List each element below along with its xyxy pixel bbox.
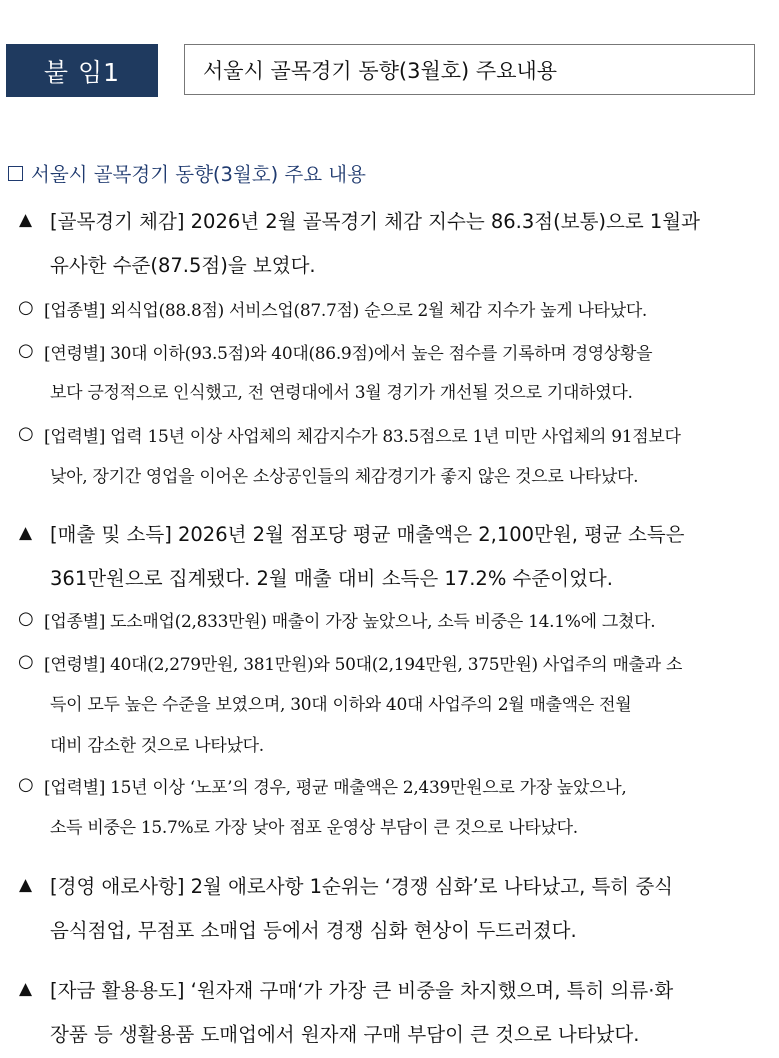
detail-line: 낮아, 장기간 영업을 이어온 소상공인들의 체감경기가 좋지 않은 것으로 나타났다. — [50, 467, 639, 487]
summary-line: [골목경기 체감] 2026년 2월 골목경기 체감 지수는 86.3점(보통)으로 1월과 — [50, 210, 700, 233]
summary-line: [자금 활용용도] ‘원자재 구매‘가 가장 큰 비중을 차지했으며, 특히 의류·화 — [50, 979, 674, 1002]
document-header — [6, 44, 757, 97]
triangle-bullet-icon: ▲ — [19, 210, 33, 230]
summary-line: 유사한 수준(87.5점)을 보였다. — [50, 254, 316, 277]
triangle-bullet-icon: ▲ — [19, 979, 33, 999]
summary-line: [매출 및 소득] 2026년 2월 점포당 평균 매출액은 2,100만원, 평균 소득은 — [50, 523, 685, 546]
summary-line: 음식점업, 무점포 소매업 등에서 경쟁 심화 현상이 두드러졌다. — [50, 919, 577, 942]
detail-line: [업종별] 도소매업(2,833만원) 매출이 가장 높았으나, 소득 비중은 14.1%에 그쳤다. — [44, 612, 656, 632]
summary-line: 장품 등 생활용품 도매업에서 원자재 구매 부담이 큰 것으로 나타났다. — [50, 1023, 640, 1046]
detail-line: 대비 감소한 것으로 나타났다. — [50, 736, 264, 756]
circle-bullet-icon: ○ — [18, 297, 34, 318]
attachment-tag: 붙 임1 — [6, 44, 158, 97]
circle-bullet-icon: ○ — [18, 423, 34, 444]
triangle-bullet-icon: ▲ — [19, 875, 33, 895]
summary-line: 361만원으로 집계됐다. 2월 매출 대비 소득은 17.2% 수준이었다. — [50, 567, 613, 590]
detail-line: [업력별] 업력 15년 이상 사업체의 체감지수가 83.5점으로 1년 미만 사업체의 91점보다 — [44, 427, 681, 447]
section-heading — [8, 159, 366, 187]
detail-line: 득이 모두 높은 수준을 보였으며, 30대 이하와 40대 사업주의 2월 매출액은 전월 — [50, 695, 632, 715]
circle-bullet-icon: ○ — [18, 608, 34, 629]
detail-line: [연령별] 30대 이하(93.5점)와 40대(86.9점)에서 높은 점수를 기록하며 경영상황을 — [44, 344, 653, 364]
circle-bullet-icon: ○ — [18, 774, 34, 795]
checkbox-square-icon — [8, 166, 23, 181]
detail-line: [업력별] 15년 이상 ‘노포’의 경우, 평균 매출액은 2,439만원으로 가장 높았으나, — [44, 778, 627, 798]
triangle-bullet-icon: ▲ — [19, 523, 33, 543]
detail-line: 보다 긍정적으로 인식했고, 전 연령대에서 3월 경기가 개선될 것으로 기대하였다. — [50, 383, 633, 403]
circle-bullet-icon: ○ — [18, 651, 34, 672]
detail-line: [업종별] 외식업(88.8점) 서비스업(87.7점) 순으로 2월 체감 지수가 높게 나타났다. — [44, 301, 648, 321]
summary-line: [경영 애로사항] 2월 애로사항 1순위는 ‘경쟁 심화’로 나타났고, 특히 중식 — [50, 875, 674, 898]
detail-line: [연령별] 40대(2,279만원, 381만원)와 50대(2,194만원, 375만원) 사업주의 매출과 소 — [44, 655, 683, 675]
document-title: 서울시 골목경기 동향(3월호) 주요내용 — [184, 44, 755, 95]
section-title: 서울시 골목경기 동향(3월호) 주요 내용 — [31, 163, 366, 186]
circle-bullet-icon: ○ — [18, 340, 34, 361]
detail-line: 소득 비중은 15.7%로 가장 낮아 점포 운영상 부담이 큰 것으로 나타났다. — [50, 818, 578, 838]
